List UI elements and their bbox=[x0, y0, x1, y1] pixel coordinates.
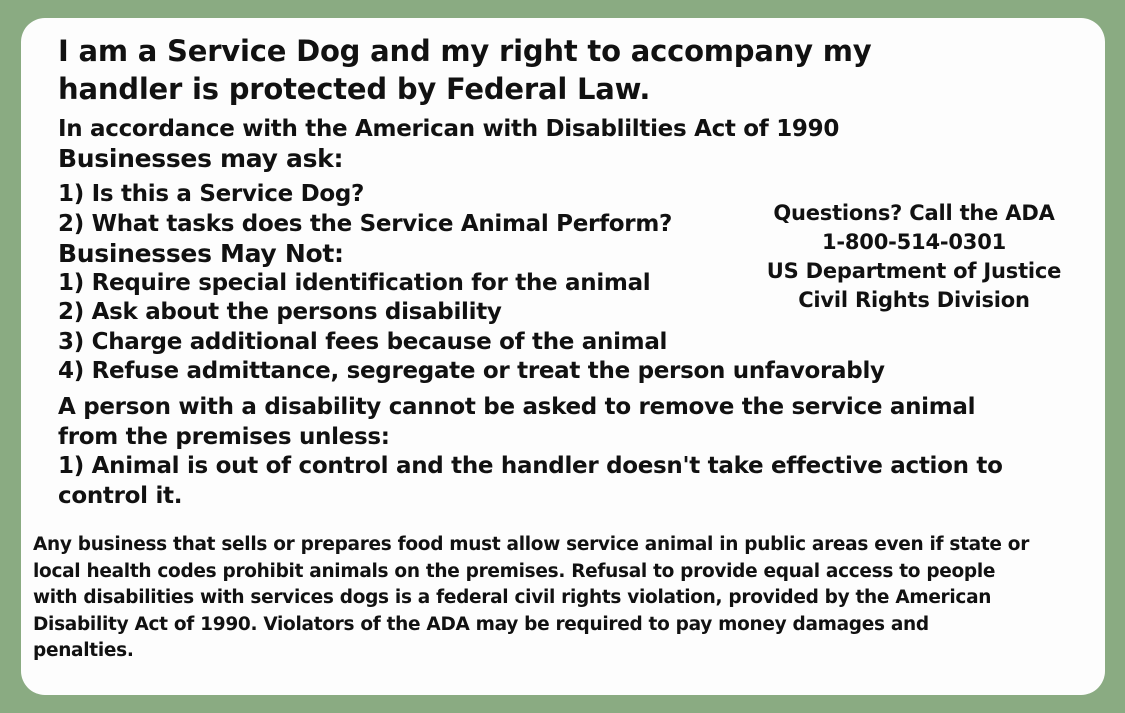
may-not-item: 2) Ask about the persons disability bbox=[58, 299, 502, 325]
service-dog-card bbox=[21, 18, 1105, 695]
may-ask-item: 2) What tasks does the Service Animal Perform? bbox=[58, 210, 673, 237]
removal-line-4: control it. bbox=[58, 482, 183, 509]
may-not-item: 4) Refuse admittance, segregate or treat the person unfavorably bbox=[58, 358, 885, 384]
notice-line: penalties. bbox=[33, 640, 134, 661]
notice-line: local health codes prohibit animals on the premises. Refusal to provide equal access to people bbox=[33, 560, 996, 582]
contact-question: Questions? Call the ADA bbox=[773, 201, 1055, 225]
accordance-text: In accordance with the American with Disablilties Act of 1990 bbox=[58, 116, 840, 142]
ada-contact-box bbox=[754, 199, 1074, 315]
card-title bbox=[58, 32, 872, 108]
may-not-heading: Businesses May Not: bbox=[58, 239, 344, 268]
may-ask-item: 1) Is this a Service Dog? bbox=[58, 181, 365, 207]
notice-line: with disabilities with services dogs is a federal civil rights violation, provided by the American bbox=[33, 587, 992, 608]
may-not-item: 3) Charge additional fees because of the animal bbox=[58, 328, 668, 355]
title-line-2: handler is protected by Federal Law. bbox=[58, 72, 651, 106]
food-business-notice bbox=[33, 532, 1103, 665]
removal-line-2: from the premises unless: bbox=[58, 423, 390, 450]
contact-division: Civil Rights Division bbox=[798, 288, 1030, 312]
contact-department: US Department of Justice bbox=[766, 259, 1062, 283]
contact-phone: 1-800-514-0301 bbox=[821, 230, 1007, 254]
title-line-1: I am a Service Dog and my right to accompany my bbox=[58, 34, 872, 68]
notice-line: Disability Act of 1990. Violators of the ADA may be required to pay money damages and bbox=[33, 613, 929, 635]
removal-section bbox=[58, 393, 1003, 511]
notice-line: Any business that sells or prepares food must allow service animal in public areas even if state or bbox=[33, 534, 1030, 555]
accordance-section bbox=[58, 114, 839, 174]
may-not-item: 1) Require special identification for the animal bbox=[58, 269, 651, 296]
removal-line-3: 1) Animal is out of control and the handler doesn't take effective action to bbox=[58, 453, 1003, 479]
removal-line-1: A person with a disability cannot be asked to remove the service animal bbox=[58, 394, 976, 420]
may-ask-heading: Businesses may ask: bbox=[58, 144, 344, 173]
